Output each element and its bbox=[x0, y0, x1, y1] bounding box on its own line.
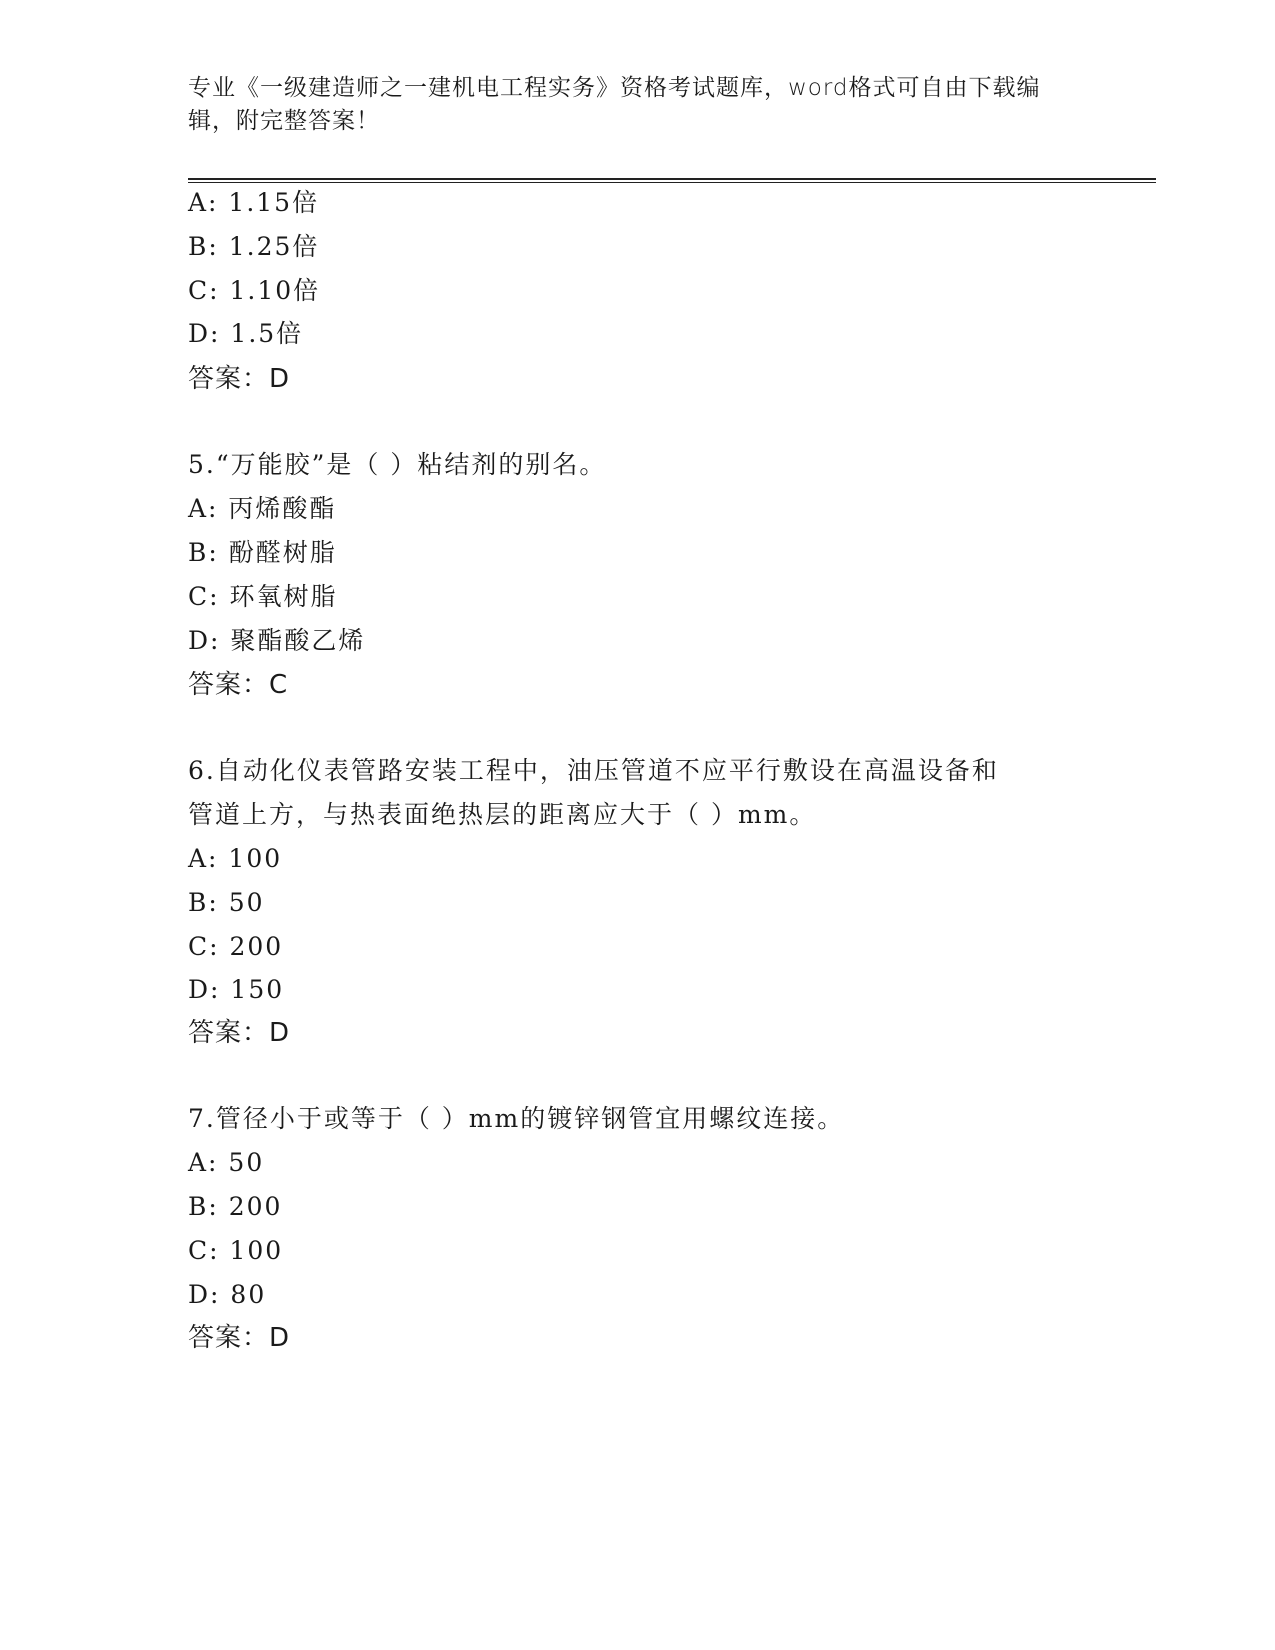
q5-option-a: A: 丙烯酸酯 bbox=[188, 494, 337, 523]
q7-option-b: B: 200 bbox=[188, 1192, 283, 1221]
q7-answer: 答案：D bbox=[188, 1323, 291, 1353]
q4-option-d: D: 1.5倍 bbox=[188, 319, 304, 348]
document-header bbox=[188, 72, 1088, 138]
q5-option-d: D: 聚酯酸乙烯 bbox=[188, 626, 366, 655]
q6-option-c: C: 200 bbox=[188, 932, 284, 961]
q6-stem-line-1: 6.自动化仪表管路安装工程中，油压管道不应平行敷设在高温设备和 bbox=[188, 756, 999, 785]
q6-answer: 答案：D bbox=[188, 1018, 291, 1048]
q5-answer: 答案：C bbox=[188, 670, 289, 700]
q4-option-b: B: 1.25倍 bbox=[188, 232, 320, 261]
q6-stem-line-2: 管道上方，与热表面绝热层的距离应大于（ ）mm。 bbox=[188, 800, 817, 829]
q7-stem: 7.管径小于或等于（ ）mm的镀锌钢管宜用螺纹连接。 bbox=[188, 1104, 845, 1133]
q5-option-b: B: 酚醛树脂 bbox=[188, 538, 337, 567]
q4-answer: 答案：D bbox=[188, 364, 291, 394]
q4-option-a: A: 1.15倍 bbox=[188, 188, 320, 217]
q4-option-c: C: 1.10倍 bbox=[188, 276, 321, 305]
q7-option-a: A: 50 bbox=[188, 1148, 265, 1177]
q6-option-b: B: 50 bbox=[188, 888, 265, 917]
header-divider bbox=[188, 178, 1156, 183]
q5-option-c: C: 环氧树脂 bbox=[188, 582, 338, 611]
q6-option-d: D: 150 bbox=[188, 975, 285, 1004]
header-line-2: 辑，附完整答案！ bbox=[188, 108, 380, 134]
q6-option-a: A: 100 bbox=[188, 844, 283, 873]
header-line-1: 专业《一级建造师之一建机电工程实务》资格考试题库，word格式可自由下载编 bbox=[188, 75, 1041, 101]
q7-option-d: D: 80 bbox=[188, 1280, 267, 1309]
q7-option-c: C: 100 bbox=[188, 1236, 284, 1265]
q5-stem: 5.“万能胶”是（ ）粘结剂的别名。 bbox=[188, 450, 607, 479]
